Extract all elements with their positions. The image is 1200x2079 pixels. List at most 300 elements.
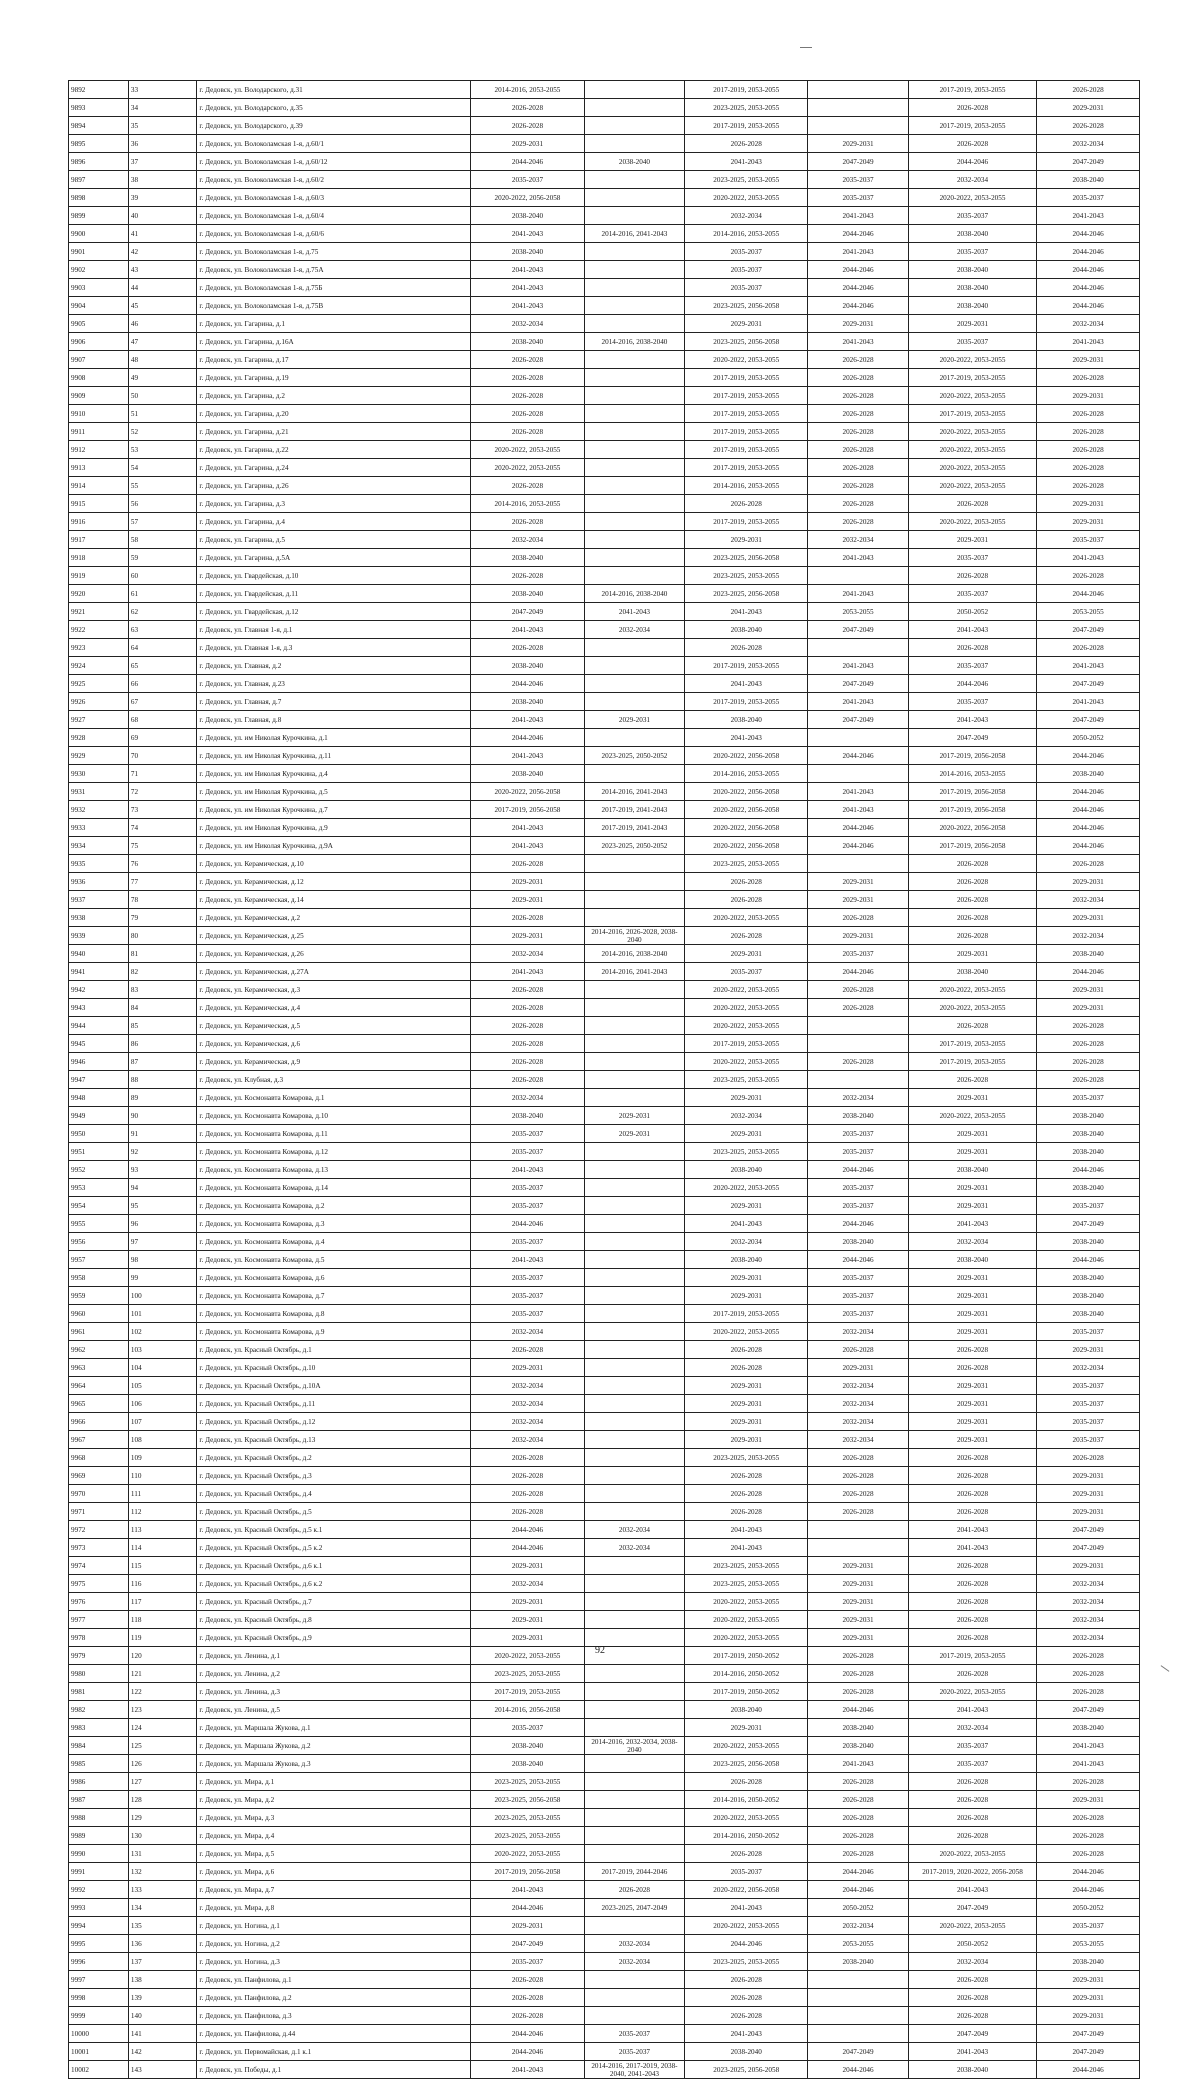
row-id-cell: 9902: [69, 261, 129, 279]
period-cell: 2035-2037: [808, 1305, 909, 1323]
period-cell: 2044-2046: [808, 1161, 909, 1179]
period-cell: 2017-2019, 2053-2055: [685, 441, 808, 459]
table-row: [69, 837, 1140, 855]
row-id-cell: 9982: [69, 1701, 129, 1719]
period-cell: 2029-2031: [685, 1089, 808, 1107]
table-row: [69, 1935, 1140, 1953]
period-cell: 2044-2046: [1037, 801, 1140, 819]
period-cell: 2047-2049: [471, 1935, 584, 1953]
period-cell: 2026-2028: [1037, 1845, 1140, 1863]
row-id-cell: 9944: [69, 1017, 129, 1035]
period-cell: 2041-2043: [471, 261, 584, 279]
address-cell: г. Дедовск, ул. Ногина, д.1: [197, 1917, 471, 1935]
table-row: [69, 1431, 1140, 1449]
period-cell: 2026-2028: [908, 1341, 1036, 1359]
row-id-cell: 9912: [69, 441, 129, 459]
period-cell: 2035-2037: [808, 171, 909, 189]
period-cell: 2041-2043: [471, 2061, 584, 2079]
table-row: [69, 801, 1140, 819]
table-row: [69, 603, 1140, 621]
period-cell: 2044-2046: [808, 1215, 909, 1233]
table-row: [69, 261, 1140, 279]
row-number-cell: 107: [128, 1413, 196, 1431]
period-cell: [808, 1017, 909, 1035]
table-row: [69, 297, 1140, 315]
table-row: [69, 531, 1140, 549]
period-cell: 2035-2037: [685, 279, 808, 297]
period-cell: 2029-2031: [584, 1107, 685, 1125]
address-cell: г. Дедовск, ул. Мира, д.8: [197, 1899, 471, 1917]
period-cell: 2041-2043: [471, 621, 584, 639]
period-cell: 2038-2040: [1037, 1179, 1140, 1197]
period-cell: 2038-2040: [1037, 1269, 1140, 1287]
row-number-cell: 139: [128, 1989, 196, 2007]
period-cell: 2038-2040: [471, 765, 584, 783]
period-cell: 2029-2031: [471, 1917, 584, 1935]
address-cell: г. Дедовск, ул. Мира, д.5: [197, 1845, 471, 1863]
row-id-cell: 9971: [69, 1503, 129, 1521]
period-cell: 2026-2028: [471, 909, 584, 927]
row-id-cell: 9981: [69, 1683, 129, 1701]
period-cell: 2026-2028: [1037, 855, 1140, 873]
address-cell: г. Дедовск, ул. Красный Октябрь, д.1: [197, 1341, 471, 1359]
period-cell: 2029-2031: [908, 1287, 1036, 1305]
period-cell: 2029-2031: [808, 927, 909, 945]
row-id-cell: 9995: [69, 1935, 129, 1953]
row-id-cell: 9916: [69, 513, 129, 531]
period-cell: 2044-2046: [471, 2025, 584, 2043]
period-cell: 2026-2028: [808, 1503, 909, 1521]
period-cell: 2023-2025, 2053-2055: [685, 1071, 808, 1089]
period-cell: 2020-2022, 2053-2055: [685, 1809, 808, 1827]
address-cell: г. Дедовск, ул. Красный Октябрь, д.5 к.1: [197, 1521, 471, 1539]
period-cell: 2026-2028: [808, 981, 909, 999]
table-row: [69, 855, 1140, 873]
address-cell: г. Дедовск, ул. Красный Октябрь, д.6 к.2: [197, 1575, 471, 1593]
row-id-cell: 9983: [69, 1719, 129, 1737]
row-number-cell: 41: [128, 225, 196, 243]
period-cell: 2026-2028: [685, 1467, 808, 1485]
row-number-cell: 117: [128, 1593, 196, 1611]
table-row: [69, 1395, 1140, 1413]
period-cell: [584, 2007, 685, 2025]
period-cell: 2017-2019, 2056-2058: [908, 783, 1036, 801]
row-id-cell: 10002: [69, 2061, 129, 2079]
table-row: [69, 423, 1140, 441]
period-cell: 2020-2022, 2053-2055: [685, 351, 808, 369]
period-cell: 2026-2028: [808, 1053, 909, 1071]
period-cell: 2032-2034: [584, 1521, 685, 1539]
period-cell: [584, 1449, 685, 1467]
address-cell: г. Дедовск, ул. Гагарина, д.3: [197, 495, 471, 513]
table-row: [69, 1755, 1140, 1773]
period-cell: 2026-2028: [471, 1053, 584, 1071]
period-cell: 2050-2052: [808, 1899, 909, 1917]
address-cell: г. Дедовск, ул. Космонавта Комарова, д.14: [197, 1179, 471, 1197]
table-body: [69, 81, 1140, 2079]
period-cell: 2029-2031: [1037, 1485, 1140, 1503]
period-cell: 2026-2028: [471, 99, 584, 117]
row-id-cell: 9928: [69, 729, 129, 747]
row-id-cell: 9950: [69, 1125, 129, 1143]
period-cell: 2038-2040: [908, 279, 1036, 297]
table-row: [69, 333, 1140, 351]
period-cell: 2014-2016, 2038-2040: [584, 945, 685, 963]
period-cell: 2041-2043: [1037, 549, 1140, 567]
table-row: [69, 117, 1140, 135]
period-cell: 2038-2040: [471, 549, 584, 567]
period-cell: 2032-2034: [471, 315, 584, 333]
address-cell: г. Дедовск, ул. Керамическая, д.12: [197, 873, 471, 891]
period-cell: 2014-2016, 2041-2043: [584, 225, 685, 243]
row-id-cell: 9951: [69, 1143, 129, 1161]
row-number-cell: 138: [128, 1971, 196, 1989]
period-cell: 2041-2043: [1037, 1737, 1140, 1755]
row-number-cell: 96: [128, 1215, 196, 1233]
period-cell: [584, 549, 685, 567]
row-id-cell: 9959: [69, 1287, 129, 1305]
period-cell: 2050-2052: [1037, 1899, 1140, 1917]
row-number-cell: 94: [128, 1179, 196, 1197]
row-number-cell: 85: [128, 1017, 196, 1035]
address-cell: г. Дедовск, ул. Космонавта Комарова, д.7: [197, 1287, 471, 1305]
period-cell: 2041-2043: [471, 747, 584, 765]
period-cell: 2041-2043: [685, 1539, 808, 1557]
period-cell: 2038-2040: [1037, 1287, 1140, 1305]
row-number-cell: 71: [128, 765, 196, 783]
period-cell: [584, 351, 685, 369]
period-cell: 2023-2025, 2056-2058: [471, 1791, 584, 1809]
period-cell: 2044-2046: [1037, 297, 1140, 315]
table-row: [69, 981, 1140, 999]
row-id-cell: 9925: [69, 675, 129, 693]
period-cell: 2026-2028: [908, 1359, 1036, 1377]
period-cell: 2050-2052: [908, 603, 1036, 621]
period-cell: 2041-2043: [908, 1215, 1036, 1233]
period-cell: 2041-2043: [685, 2025, 808, 2043]
period-cell: 2029-2031: [908, 1197, 1036, 1215]
period-cell: 2017-2019, 2053-2055: [908, 81, 1036, 99]
period-cell: [584, 279, 685, 297]
row-number-cell: 127: [128, 1773, 196, 1791]
row-number-cell: 128: [128, 1791, 196, 1809]
period-cell: 2044-2046: [1037, 243, 1140, 261]
period-cell: 2035-2037: [1037, 1377, 1140, 1395]
period-cell: 2026-2028: [471, 1449, 584, 1467]
period-cell: [584, 1413, 685, 1431]
row-id-cell: 9996: [69, 1953, 129, 1971]
table-row: [69, 477, 1140, 495]
period-cell: 2017-2019, 2053-2055: [685, 387, 808, 405]
table-row: [69, 1053, 1140, 1071]
table-row: [69, 243, 1140, 261]
period-cell: 2020-2022, 2053-2055: [685, 1017, 808, 1035]
period-cell: [808, 117, 909, 135]
period-cell: 2032-2034: [471, 1395, 584, 1413]
period-cell: 2026-2028: [908, 495, 1036, 513]
period-cell: 2038-2040: [685, 1251, 808, 1269]
period-cell: 2032-2034: [471, 1377, 584, 1395]
period-cell: 2020-2022, 2053-2055: [908, 1107, 1036, 1125]
period-cell: 2026-2028: [685, 639, 808, 657]
address-cell: г. Дедовск, ул. Мира, д.4: [197, 1827, 471, 1845]
address-cell: г. Дедовск, ул. им Николая Курочкина, д.9: [197, 819, 471, 837]
period-cell: 2029-2031: [584, 711, 685, 729]
period-cell: 2026-2028: [685, 891, 808, 909]
period-cell: [584, 513, 685, 531]
period-cell: 2044-2046: [1037, 963, 1140, 981]
period-cell: 2041-2043: [685, 603, 808, 621]
period-cell: 2026-2028: [808, 387, 909, 405]
period-cell: 2041-2043: [471, 711, 584, 729]
period-cell: [808, 1971, 909, 1989]
address-cell: г. Дедовск, ул. Ногина, д.2: [197, 1935, 471, 1953]
row-number-cell: 142: [128, 2043, 196, 2061]
row-number-cell: 67: [128, 693, 196, 711]
period-cell: [584, 1755, 685, 1773]
period-cell: 2020-2022, 2053-2055: [685, 1737, 808, 1755]
period-cell: 2014-2016, 2056-2058: [471, 1701, 584, 1719]
period-cell: 2044-2046: [808, 261, 909, 279]
row-number-cell: 141: [128, 2025, 196, 2043]
period-cell: [584, 477, 685, 495]
table-row: [69, 1125, 1140, 1143]
address-cell: г. Дедовск, ул. Красный Октябрь, д.10: [197, 1359, 471, 1377]
row-id-cell: 9961: [69, 1323, 129, 1341]
period-cell: 2041-2043: [808, 1755, 909, 1773]
row-id-cell: 9954: [69, 1197, 129, 1215]
period-cell: 2026-2028: [908, 1503, 1036, 1521]
period-cell: [584, 99, 685, 117]
period-cell: 2026-2028: [808, 405, 909, 423]
period-cell: [584, 1665, 685, 1683]
period-cell: 2029-2031: [685, 1395, 808, 1413]
period-cell: [584, 1485, 685, 1503]
address-cell: г. Дедовск, ул. Ногина, д.3: [197, 1953, 471, 1971]
row-number-cell: 38: [128, 171, 196, 189]
period-cell: 2035-2037: [908, 1755, 1036, 1773]
period-cell: 2041-2043: [471, 963, 584, 981]
period-cell: 2038-2040: [808, 1233, 909, 1251]
period-cell: 2020-2022, 2053-2055: [471, 459, 584, 477]
period-cell: 2026-2028: [808, 1791, 909, 1809]
address-cell: г. Дедовск, ул. Керамическая, д.26: [197, 945, 471, 963]
row-id-cell: 9908: [69, 369, 129, 387]
period-cell: 2017-2019, 2056-2058: [471, 1863, 584, 1881]
period-cell: 2032-2034: [471, 1413, 584, 1431]
row-id-cell: 9998: [69, 1989, 129, 2007]
period-cell: 2047-2049: [1037, 711, 1140, 729]
period-cell: 2029-2031: [685, 1719, 808, 1737]
period-cell: 2023-2025, 2047-2049: [584, 1899, 685, 1917]
period-cell: 2032-2034: [1037, 135, 1140, 153]
row-id-cell: 9972: [69, 1521, 129, 1539]
row-number-cell: 88: [128, 1071, 196, 1089]
period-cell: [584, 315, 685, 333]
period-cell: 2047-2049: [1037, 1521, 1140, 1539]
period-cell: 2029-2031: [1037, 1503, 1140, 1521]
period-cell: 2029-2031: [808, 1557, 909, 1575]
address-cell: г. Дедовск, ул. Гагарина, д.16А: [197, 333, 471, 351]
period-cell: 2044-2046: [1037, 585, 1140, 603]
period-cell: [584, 1233, 685, 1251]
address-cell: г. Дедовск, ул. Володарского, д.39: [197, 117, 471, 135]
period-cell: 2026-2028: [685, 1845, 808, 1863]
row-number-cell: 137: [128, 1953, 196, 1971]
table-row: [69, 729, 1140, 747]
period-cell: 2044-2046: [808, 1701, 909, 1719]
period-cell: 2029-2031: [908, 315, 1036, 333]
address-cell: г. Дедовск, ул. им Николая Курочкина, д.11: [197, 747, 471, 765]
period-cell: 2020-2022, 2056-2058: [685, 747, 808, 765]
row-number-cell: 36: [128, 135, 196, 153]
period-cell: 2020-2022, 2053-2055: [908, 999, 1036, 1017]
period-cell: [584, 117, 685, 135]
period-cell: 2047-2049: [808, 621, 909, 639]
period-cell: 2026-2028: [908, 1071, 1036, 1089]
period-cell: [584, 1035, 685, 1053]
period-cell: 2041-2043: [908, 711, 1036, 729]
period-cell: 2035-2037: [808, 1197, 909, 1215]
period-cell: 2020-2022, 2053-2055: [685, 999, 808, 1017]
row-id-cell: 10001: [69, 2043, 129, 2061]
period-cell: 2020-2022, 2056-2058: [471, 783, 584, 801]
period-cell: 2026-2028: [908, 1971, 1036, 1989]
address-cell: г. Дедовск, ул. Мира, д.3: [197, 1809, 471, 1827]
address-cell: г. Дедовск, ул. Гагарина, д.5: [197, 531, 471, 549]
period-cell: 2023-2025, 2053-2055: [471, 1773, 584, 1791]
row-number-cell: 98: [128, 1251, 196, 1269]
row-id-cell: 9942: [69, 981, 129, 999]
period-cell: [584, 1827, 685, 1845]
address-cell: г. Дедовск, ул. им Николая Курочкина, д.9А: [197, 837, 471, 855]
period-cell: 2029-2031: [908, 1377, 1036, 1395]
address-cell: г. Дедовск, ул. Маршала Жукова, д.2: [197, 1737, 471, 1755]
table-row: [69, 171, 1140, 189]
period-cell: 2029-2031: [1037, 99, 1140, 117]
period-cell: 2041-2043: [908, 621, 1036, 639]
period-cell: [584, 1359, 685, 1377]
period-cell: 2038-2040: [1037, 1233, 1140, 1251]
period-cell: 2041-2043: [1037, 333, 1140, 351]
period-cell: 2020-2022, 2053-2055: [685, 981, 808, 999]
period-cell: [584, 675, 685, 693]
period-cell: 2047-2049: [908, 1899, 1036, 1917]
row-number-cell: 72: [128, 783, 196, 801]
period-cell: 2035-2037: [471, 1719, 584, 1737]
period-cell: [808, 567, 909, 585]
table-row: [69, 873, 1140, 891]
table-row: [69, 1269, 1140, 1287]
period-cell: 2026-2028: [1037, 441, 1140, 459]
period-cell: 2029-2031: [908, 1395, 1036, 1413]
period-cell: 2044-2046: [808, 747, 909, 765]
period-cell: 2026-2028: [808, 999, 909, 1017]
period-cell: 2026-2028: [471, 855, 584, 873]
period-cell: 2029-2031: [685, 1197, 808, 1215]
table-row: [69, 1845, 1140, 1863]
period-cell: 2041-2043: [471, 1251, 584, 1269]
table-row: [69, 1611, 1140, 1629]
row-number-cell: 122: [128, 1683, 196, 1701]
period-cell: 2026-2028: [471, 351, 584, 369]
row-number-cell: 130: [128, 1827, 196, 1845]
period-cell: 2029-2031: [808, 135, 909, 153]
period-cell: 2035-2037: [471, 1287, 584, 1305]
row-id-cell: 9929: [69, 747, 129, 765]
row-id-cell: 9924: [69, 657, 129, 675]
period-cell: 2026-2028: [1037, 1449, 1140, 1467]
period-cell: 2020-2022, 2053-2055: [908, 981, 1036, 999]
period-cell: 2023-2025, 2053-2055: [685, 171, 808, 189]
row-number-cell: 78: [128, 891, 196, 909]
row-number-cell: 109: [128, 1449, 196, 1467]
period-cell: 2044-2046: [808, 279, 909, 297]
period-cell: 2017-2019, 2056-2058: [908, 747, 1036, 765]
period-cell: 2038-2040: [808, 1107, 909, 1125]
period-cell: [584, 135, 685, 153]
period-cell: [584, 1053, 685, 1071]
period-cell: 2020-2022, 2053-2055: [685, 1593, 808, 1611]
row-id-cell: 9953: [69, 1179, 129, 1197]
row-id-cell: 9964: [69, 1377, 129, 1395]
period-cell: [584, 981, 685, 999]
address-cell: г. Дедовск, ул. Керамическая, д.14: [197, 891, 471, 909]
period-cell: 2038-2040: [908, 297, 1036, 315]
period-cell: [584, 729, 685, 747]
period-cell: 2047-2049: [1037, 675, 1140, 693]
period-cell: 2038-2040: [685, 2043, 808, 2061]
period-cell: 2035-2037: [908, 585, 1036, 603]
period-cell: 2029-2031: [471, 873, 584, 891]
period-cell: 2038-2040: [471, 585, 584, 603]
row-number-cell: 79: [128, 909, 196, 927]
row-number-cell: 60: [128, 567, 196, 585]
row-id-cell: 9920: [69, 585, 129, 603]
row-id-cell: 9994: [69, 1917, 129, 1935]
address-cell: г. Дедовск, ул. Главная, д.8: [197, 711, 471, 729]
row-number-cell: 119: [128, 1629, 196, 1647]
row-id-cell: 9904: [69, 297, 129, 315]
row-id-cell: 9933: [69, 819, 129, 837]
table-row: [69, 1521, 1140, 1539]
table-row: [69, 585, 1140, 603]
period-cell: 2020-2022, 2053-2055: [908, 441, 1036, 459]
period-cell: 2026-2028: [1037, 1827, 1140, 1845]
period-cell: 2038-2040: [1037, 945, 1140, 963]
period-cell: 2023-2025, 2053-2055: [685, 1953, 808, 1971]
row-number-cell: 103: [128, 1341, 196, 1359]
period-cell: 2026-2028: [685, 1503, 808, 1521]
period-cell: 2044-2046: [1037, 837, 1140, 855]
period-cell: 2035-2037: [908, 207, 1036, 225]
address-cell: г. Дедовск, ул. Ленина, д.5: [197, 1701, 471, 1719]
period-cell: 2044-2046: [471, 729, 584, 747]
period-cell: 2029-2031: [1037, 513, 1140, 531]
table-row: [69, 495, 1140, 513]
row-id-cell: 9987: [69, 1791, 129, 1809]
row-id-cell: 9919: [69, 567, 129, 585]
row-number-cell: 123: [128, 1701, 196, 1719]
address-cell: г. Дедовск, ул. Красный Октябрь, д.6 к.1: [197, 1557, 471, 1575]
address-cell: г. Дедовск, ул. Панфилова, д.2: [197, 1989, 471, 2007]
period-cell: 2035-2037: [908, 657, 1036, 675]
period-cell: 2026-2028: [471, 117, 584, 135]
table-row: [69, 999, 1140, 1017]
period-cell: 2023-2025, 2053-2055: [685, 1449, 808, 1467]
table-row: [69, 1503, 1140, 1521]
period-cell: 2029-2031: [1037, 1791, 1140, 1809]
